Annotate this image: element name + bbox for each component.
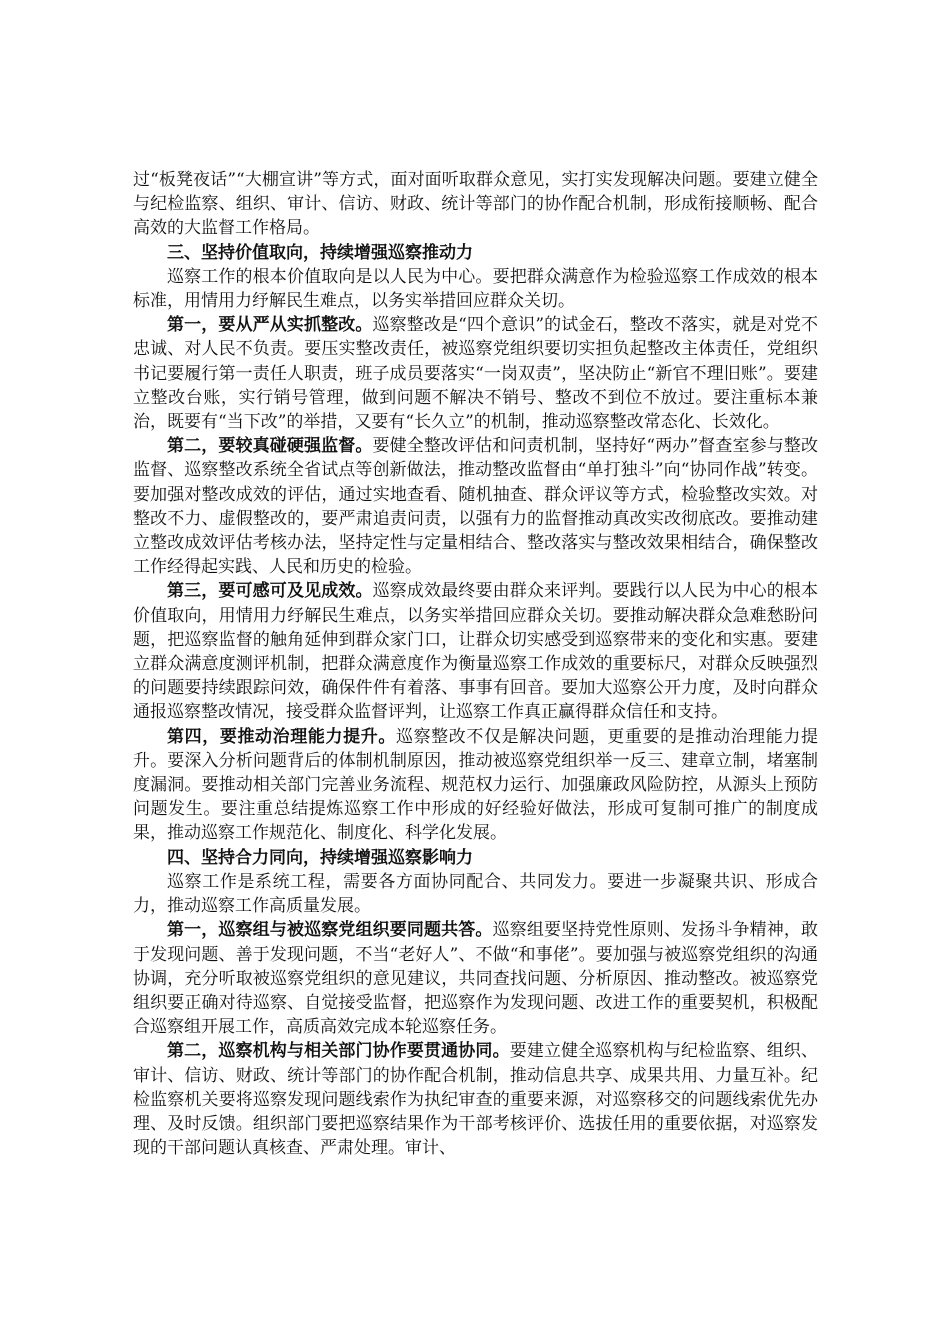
paragraph-text: 过“板凳夜话”“大棚宣讲”等方式，面对面听取群众意见，实打实发现解决问题。要建立健全与纪检监察、组织、审计、信访、财政、统计等部门的协作配合机制，形成衔接顺畅、配合高效的大监督工作格局。 — [133, 170, 818, 239]
paragraph-lead: 第二，巡察机构与相关部门协作要贯通协同。 — [167, 1041, 510, 1062]
paragraph-continuation — [133, 168, 818, 241]
paragraph-text: 要建立健全巡察机构与纪检监察、组织、审计、信访、财政、统计等部门的协作配合机制，推动信息共享、成果共用、力量互补。纪检监察机关要将巡察发现问题线索作为执纪审查的重要来源，对巡察移交的问题线索优先办理、及时反馈。组织部门要把巡察结果作为干部考核评价、选拔任用的重要依据，对巡察发现的干部问题认真核查、严肃处理。审计、 — [133, 1041, 818, 1159]
paragraph — [133, 725, 818, 846]
document-body — [133, 168, 818, 1160]
paragraph — [133, 579, 818, 724]
paragraph-text: 巡察整改不仅是解决问题，更重要的是推动治理能力提升。要深入分析问题背后的体制机制原因，推动被巡察党组织举一反三、建章立制，堵塞制度漏洞。要推动相关部门完善业务流程、规范权力运行、加强廉政风险防控，从源头上预防问题发生。要注重总结提炼巡察工作中形成的好经验好做法，形成可复制可推广的制度成果，推动巡察工作规范化、制度化、科学化发展。 — [133, 726, 819, 844]
paragraph-text: 巡察成效最终要由群众来评判。要践行以人民为中心的根本价值取向，用情用力纾解民生难点，以务实举措回应群众关切。要推动解决群众急难愁盼问题，把巡察监督的触角延伸到群众家门口，让群众切实感受到巡察带来的变化和实惠。要建立群众满意度测评机制，把群众满意度作为衡量巡察工作成效的重要标尺，对群众反映强烈的问题要持续跟踪问效，确保件件有着落、事事有回音。要加大巡察公开力度，及时向群众通报巡察整改情况，接受群众监督评判，让巡察工作真正赢得群众信任和支持。 — [133, 581, 819, 723]
paragraph-text: 巡察工作是系统工程，需要各方面协同配合、共同发力。要进一步凝聚共识、形成合力，推动巡察工作高质量发展。 — [133, 871, 818, 917]
paragraph — [133, 265, 818, 313]
section-heading-four: 四、坚持合力同向，持续增强巡察影响力 — [167, 847, 473, 868]
paragraph-lead: 第三，要可感可及见成效。 — [167, 581, 373, 602]
paragraph — [133, 870, 818, 918]
paragraph-text: 巡察工作的根本价值取向是以人民为中心。要把群众满意作为检验巡察工作成效的根本标准，用情用力纾解民生难点，以务实举措回应群众关切。 — [133, 266, 818, 312]
paragraph-text: 巡察组要坚持党性原则、发扬斗争精神，敢于发现问题、善于发现问题，不当“老好人”、不做“和事佬”。要加强与被巡察党组织的沟通协调，充分听取被巡察党组织的意见建议，共同查找问题、分析原因、推动整改。被巡察党组织要正确对待巡察、自觉接受监督，把巡察作为发现问题、改进工作的重要契机，积极配合巡察组开展工作，高质高效完成本轮巡察任务。 — [133, 920, 819, 1038]
paragraph-lead: 第一，巡察组与被巡察党组织要同题共答。 — [167, 920, 493, 941]
paragraph — [133, 1039, 818, 1160]
paragraph — [133, 313, 818, 434]
paragraph — [133, 918, 818, 1039]
paragraph-lead: 第二，要较真碰硬强监督。 — [167, 436, 373, 457]
paragraph — [133, 434, 818, 579]
paragraph-lead: 第一，要从严从实抓整改。 — [167, 315, 373, 336]
section-heading-three: 三、坚持价值取向，持续增强巡察推动力 — [167, 242, 473, 263]
paragraph-text: 巡察整改是“四个意识”的试金石，整改不落实，就是对党不忠诚、对人民不负责。要压实整改责任，被巡察党组织要切实担负起整改主体责任，党组织书记要履行第一责任人职责，班子成员要落实“一岗双责”，坚决防止“新官不理旧账”。要建立整改台账，实行销号管理，做到问题不解决不销号、整改不到位不放过。要注重标本兼治，既要有“当下改”的举措，又要有“长久立”的机制，推动巡察整改常态化、长效化。 — [133, 315, 819, 433]
paragraph-lead: 第四，要推动治理能力提升。 — [167, 726, 396, 747]
paragraph-text: 要健全整改评估和问责机制，坚持好“两办”督查室参与整改监督、巡察整改系统全省试点等创新做法，推动整改监督由“单打独斗”向“协同作战”转变。要加强对整改成效的评估，通过实地查看、随机抽查、群众评议等方式，检验整改实效。对整改不力、虚假整改的，要严肃追责问责，以强有力的监督推动真改实改彻底改。要推动建立整改成效评估考核办法，坚持定性与定量相结合、整改落实与整改效果相结合，确保整改工作经得起实践、人民和历史的检验。 — [133, 436, 819, 578]
